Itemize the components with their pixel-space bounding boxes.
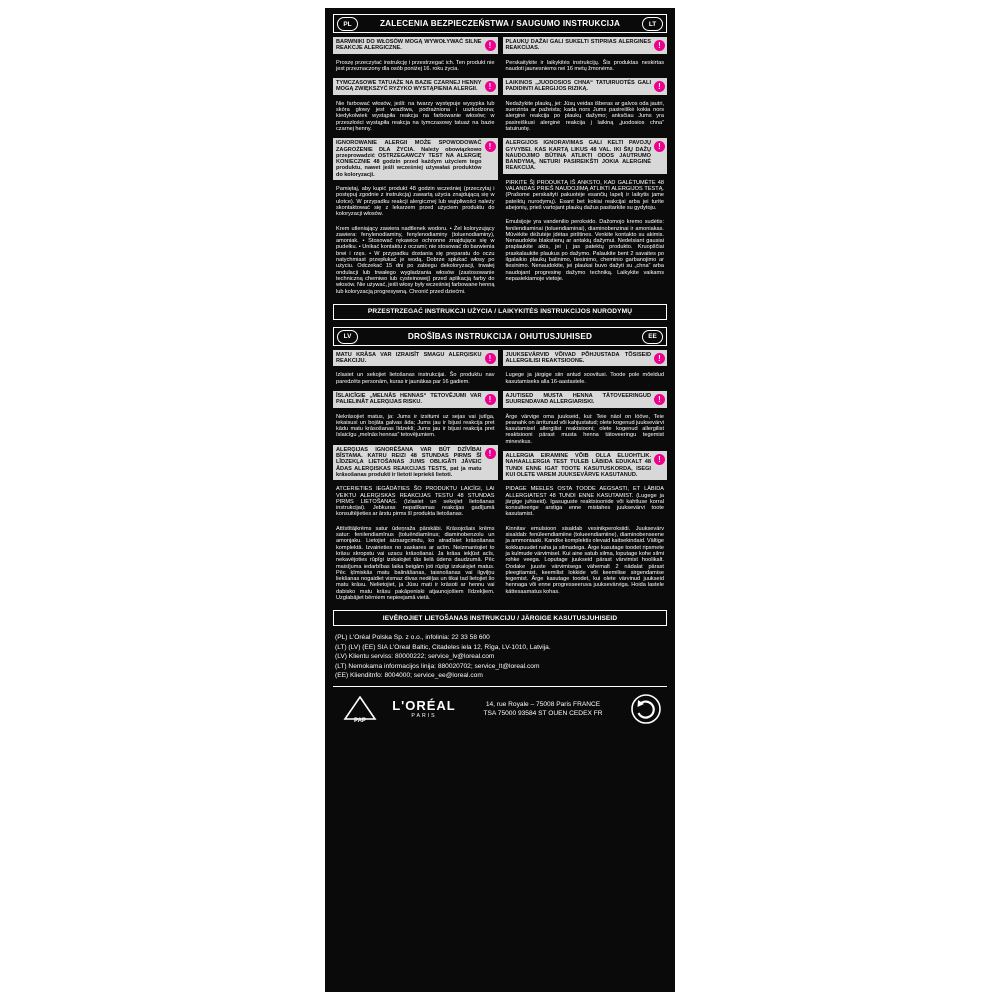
panel-pl-lt-title: ZALECENIA BEZPIECZEŃSTWA / SAUGUMO INSTRUKCIJA [379, 19, 621, 28]
info-text: Perskaitykite ir laikykitės instrukcijų. Šis produktas neskirtas naudoti jaunesniems nei 16 metų žmonėms. [505, 59, 664, 72]
flag-lt: LT [642, 17, 663, 31]
contact-line: (EE) Klienditnfo: 8004000; service_ee@loreal.com [335, 671, 483, 679]
column-lv [333, 350, 498, 608]
ingredients-block [333, 224, 498, 297]
exclamation-icon: ! [654, 394, 665, 405]
warning-text: ALLERGIA EIRAMINE VÕIB OLLA ELUOHTLIK. NAHAALLERGIA TEST TULEB LÄBIDA EDUKALT 48 TUNDI ENNE IGAT TOOTE KASUTUSKORDA, ISEGI KUI OLETE VAREM JUUKSEVÄRVE KASUTANUD. [505, 453, 651, 478]
warning-block [333, 138, 498, 180]
warning-text: BARWNIKI DO WŁOSÓW MOGĄ WYWOŁYWAĆ SILNE REAKCJE ALERGICZNE. [336, 39, 482, 52]
warning-text: MATU KRĀSA VAR IZRAISĪT SMAGU ALERĢISKU REAKCIJU. [336, 351, 482, 365]
brand-subtitle: PARIS [411, 713, 437, 720]
flag-ee: EE [642, 330, 663, 344]
warning-block [333, 37, 498, 54]
warning-block [503, 138, 668, 173]
manufacturer-address [461, 700, 625, 718]
ingredients-text: Emulsijoje yra vandenilio peroksido. Dažomojo kremo sudėtis: fenilendiaminai (toluendiaminai), diaminobenzinai ir amoniakas. Mūvėkite dėžutėje įdėtas pirštines. Venkite kontakto su akimis. Nenaudokite blakstienų ar antakių dažymui. Nedelsiant gausiai praplaukite akis, jei į jas patektų produkto. Kruopščiai praskalaukite plaukus po dažymo. Palaukite bent 2 savaites po ilgalaikio plaukų balinimo, tiesinimo, cheminio garbanojimo ar tiesinimo. Nenaudokite, jei plaukai buvo dažyti su „chna“ arba naudojant progresinę dažymo techniką. Laikykite vaikams nepasiekiamoje vietoje. [505, 219, 664, 282]
info-block [503, 99, 668, 134]
info-text: Lugege ja järgige siin antud soovitusi. Toode pole mõeldud kasutamiseks alla 16-aastastele. [505, 372, 664, 385]
info-block [333, 484, 498, 519]
panel-pl-lt-columns [333, 37, 667, 301]
ingredients-text: Kinnitav emulsioon sisaldab vesinikperoksiidi. Juuksevärv sisaldab: fenüleendiamiine (tolueendiamiine), diaminobenseene ja ammoniaaki. Kandke komplektis olevaid kaitsekindaid. Vältige kokkupuudet naha ja silmadega. Ärge kasutage toodet ripsmete ja kulmude värvimisel. Kui aine satub silma, loputage kohe silmi rohke veega. Loputage juukseid pärast värvimist hoolikalt. Oodake juuste värvimisega vähemalt 2 nädalat pärast pleegitamist, keemilist lokkide või keemilise sirgendamise tegemist. Ärge kasutage toodet, kui olete värvinud juukseid hennaga või enne progresseeruva juuksevärviga. Hoida lastele kättesaamatus kohas. [505, 525, 664, 595]
exclamation-icon: ! [654, 141, 665, 152]
panel-pl-lt [333, 14, 667, 320]
column-ee [503, 350, 668, 608]
warning-block [503, 451, 668, 480]
exclamation-icon: ! [654, 454, 665, 465]
exclamation-icon: ! [485, 353, 496, 364]
info-text: Nedažykite plaukų, jei: Jūsų veidas išberas ar galvos oda jautri, suerzinta ar pažeista; kada nors Jums pasireiškė kokia nors alerginė reakcija po plaukų dažymo; anksčiau Jums yra pasireiškusi alerginė reakcija į laikiną „juodosios chna“ tatuiruotę. [505, 100, 664, 132]
info-text: Pamiętaj, aby kupić produkt 48 godzin wcześniej (przeczytaj i postępuj zgodnie z instrukcją) zawartą użycia znajdującą się w ulotce). W przypadku reakcji alergicznej lub wątpliwości należy skontaktować się z lekarzem przed użyciem produktu do koloryzacji włosów. [336, 186, 495, 218]
warning-block [333, 391, 498, 408]
info-block [333, 99, 498, 134]
info-text: Ärge värvige oma juukseid, kui: Teie näol on lööve, Teie peanahk on ärritunud või kahjustatud; olete kogenud juuksevärvi kasutamisel allergilist reaktsiooni; olete kogenud allergilist reaktsiooni pärast musta henna tätoveeringu tegemist minevikus. [505, 413, 664, 445]
exclamation-icon: ! [485, 394, 496, 405]
address-line-1: 14, rue Royale – 75008 Paris FRANCE [485, 701, 601, 709]
info-block [503, 412, 668, 447]
info-text: Izlasiet un sekojiet lietošanas instrukcijai. Šo produktu nav paredzēts personām, kuras ir jaunākas par 16 gadiem. [336, 372, 495, 385]
contact-line: (PL) L'Oréal Polska Sp. z o.o., infolinia: 22 33 58 600 [335, 634, 490, 642]
info-block [503, 370, 668, 387]
warning-text: AJUTISED MUSTA HENNA TÄTOVEERINGUD SUURENDAVAD ALLERGIARISKI. [505, 392, 651, 406]
column-lt [503, 37, 668, 301]
label-footer [333, 686, 667, 725]
info-text: PIDAGE MEELES OSTA TOODE AEGSASTI, ET LÄBIDA ALLERGIATEST 48 TUNDI ENNE KASUTAMIST. (Lugege ja järgige juhiseid). Igasuguste reaktsioonide või kahtluse korral konsulteerige arstiga enne mistahes juuksevärvi toote kasutamist. [505, 486, 664, 518]
panel-lv-ee [333, 327, 667, 627]
info-text: ATCERIETIES IEGĀDĀTIES ŠO PRODUKTU LAICĪGI, LAI VEIKTU ALERĢISKAS REAKCIJAS TESTU 48 STUNDAS PIRMS LIETOŠANAS. (Izlasiet un sekojiet lietošanas instrukcijai). Jebkuras nepatīkamas reakcijas gadījumā konsultējieties ar ārstu pirms šī produkta lietošanas. [336, 486, 495, 518]
ingredients-block [503, 217, 668, 284]
warning-text: PLAUKŲ DAŽAI GALI SUKELTI STIPRIAS ALERGINES REAKCIJAS. [505, 39, 651, 52]
info-block [333, 58, 498, 75]
info-text: Proszę przeczytać instrukcję i przestrzegać ich. Ten produkt nie jest przeznaczony dla osób poniżej 16. roku życia. [336, 59, 495, 72]
panel-lv-ee-columns [333, 350, 667, 608]
info-block [333, 412, 498, 441]
panel-lv-ee-footer: IEVĒROJIET LIETOŠANAS INSTRUKCIJU / JÄRGIGE KASUTUSJUHISEID [333, 610, 667, 626]
info-block [503, 484, 668, 519]
info-text: Nekrāsojiet matus, ja: Jums ir izsitumi uz sejas vai jutīga, iekaisusi un bojāta galvas āda; Jums jau ir bijusi reakcija pret kādu matu krāsošanas līdzekli; Jums jau ir bijusi reakcija pret īslaicīgu „melnās hennas“ tetovējumiem. [336, 413, 495, 439]
exclamation-icon: ! [654, 40, 665, 51]
warning-block [503, 350, 668, 367]
info-block [333, 184, 498, 219]
warning-block [333, 78, 498, 95]
warning-block [333, 445, 498, 480]
warning-text: IGNOROWANIE ALERGII MOŻE SPOWODOWAĆ ZAGROŻENIE DLA ŻYCIA. Należy obowiązkowo przeprowadzić OSTRZEGAWCZY TEST NA ALERGIĘ KONIECZNIE 48 godzin przed każdym użyciem tego produktu, nawet jeśli wcześniej używałaś produktów do koloryzacji. [336, 140, 482, 178]
warning-block [503, 391, 668, 408]
contact-line: (LT) Nemokama informacijos linija: 880020702; service_lt@loreal.com [335, 662, 540, 670]
warning-block [503, 78, 668, 95]
warning-block [503, 37, 668, 54]
flag-lv: LV [337, 330, 358, 344]
safety-label [325, 8, 675, 992]
panel-lv-ee-header [333, 327, 667, 346]
exclamation-icon: ! [485, 448, 496, 459]
exclamation-icon: ! [485, 40, 496, 51]
info-block [333, 370, 498, 387]
info-text: PIRKITE ŠĮ PRODUKTĄ IŠ ANKSTO, KAD GALĖTUMĖTE 48 VALANDAS PRIEŠ NAUDOJIMĄ ATLIKTI ALERGIJOS TESTĄ. (Prašome perskaityti pakuotėje esančių lapelį ir laikytis jame pateiktų nurodymų). Esant bet kokiai reakcijai arba jei turite abejonių, prieš vartojant plaukų dažus pasitarkite su gydytoju. [505, 179, 664, 211]
warning-text: TYMCZASOWE TATUAŻE NA BAZIE CZARNEJ HENNY MOGĄ ZWIĘKSZYĆ RYZYKO WYSTĄPIENIA ALERGII. [336, 80, 482, 93]
brand-logo [387, 699, 461, 719]
exclamation-icon: ! [485, 81, 496, 92]
flag-pl: PL [337, 17, 358, 31]
brand-name: L'ORÉAL [392, 698, 456, 714]
recycle-arrows-icon [630, 693, 662, 725]
ingredients-text: Krem utleniający zawiera nadtlenek wodoru. • Żel koloryzujący zawiera: fenylenodiaminy, fenylenodiaminy (toluenodiaminy), amoniak. • Stosować rękawice ochronne znajdujące się w pudełku. • Unikać kontaktu z oczami; nie stosować do barwienia brwi i rzęs. • W przypadku dostania się preparatu do oczu natychmiast przepłukać je wodą. Dobrze spłukać włosy po użyciu. Odczekać 15 dni po zabiegu dekoloryzacji, trwałej ondulacji lub trwałego wygładzania włosów (zastosowanie techniczną chemiwo lub cysteinowej) przed aplikacją farby do włosów. Nie używać, jeśli włosy były wcześniej farbowane henną lub koloryzacją progresywną. Chronić przed dziećmi. [336, 225, 495, 295]
pap-label: PAP [354, 717, 366, 724]
column-pl [333, 37, 498, 301]
info-block [503, 178, 668, 213]
exclamation-icon: ! [654, 81, 665, 92]
contact-list [335, 633, 665, 680]
address-line-2: TSA 75000 93584 ST OUEN CEDEX FR [483, 710, 603, 718]
ingredients-block [333, 524, 498, 604]
warning-text: ALERĢIJAS IGNORĒŠANA VAR BŪT DZĪVĪBAI BĪSTAMA. KATRU REIZI 48 STUNDAS PIRMS ŠĪ LĪDZEKĻA LIETOŠANAS JUMS OBLIGĀTI JĀVEIC ĀDAS ALERĢISKAS REAKCIJAS TESTS, pat ja matu krāsošanas produkti ir lietoti iepriekš lietoti. [336, 446, 482, 478]
ingredients-block [503, 524, 668, 597]
pap-recycling-mark [333, 695, 387, 724]
panel-lv-ee-title: DROŠĪBAS INSTRUKCIJA / OHUTUSJUHISED [407, 331, 593, 341]
recycling-symbol [625, 693, 667, 725]
warning-text: ĪSLAICĪGIE „MELNĀS HENNAS“ TETOVĒJUMI VAR PALIELINĀT ALERĢIJAS RISKU. [336, 392, 482, 406]
warning-text: ALERGIJOS IGNORAVIMAS GALI KELTI PAVOJŲ GYVYBEI. KAS KARTĄ LIKUS 48 VAL. IKI ŠIŲ DAŽŲ NAUDOJIMO BŪTINA ATLIKTI ODOS JAUTRUMO BANDYMĄ, NETURI PASIREIKŠTI JOKIA ALERGINĖ REAKCIJA. [505, 140, 651, 172]
warning-block [333, 350, 498, 367]
info-text: Nie farbować włosów, jeśli: na twarzy występuje wysypka lub skóra głowy jest wrażliwa, podrażniona i uszkodzona; kiedykolwiek wystąpiła reakcja na farbowanie włosów; w przeszłości wystąpiła reakcja na tymczasowy tatuaż na bazie czarnej henny. [336, 100, 495, 132]
contact-line: (LV) Klientu serviss: 80000222; service_lv@loreal.com [335, 653, 495, 661]
contact-line: (LT) (LV) (EE) SIA L'Oreal Baltic, Citadeles iela 12, Rīga, LV-1010, Latvija. [335, 643, 551, 651]
info-block [503, 58, 668, 75]
exclamation-icon: ! [485, 141, 496, 152]
warning-text: LAIKINOS „JUODOSIOS CHNA“ TATUIRUOTĖS GALI PADIDINTI ALERGIJOS RIZIKĄ. [505, 80, 651, 93]
panel-pl-lt-header [333, 14, 667, 33]
warning-text: JUUKSEVÄRVID VÕIVAD PÕHJUSTADA TÕSISEID ALLERGILISI REAKTSIOONE. [505, 351, 651, 365]
exclamation-icon: ! [654, 353, 665, 364]
ingredients-text: Attīstītājkrēms satur ūdeņraža pārskābi. Krāsojošais krēms satur: fenilendiamīnus (toluēndiamīnus; diaminobenzolu un amonjaku. Lietojiet aizsargcimdu, ko atradīsiet krāsošanas komplektā. Izvairieties no saskares ar acīm. Neizmantojiet to krāsu skropstu vai uzacu krāsošanai. Ja krāsa iekļūst acīs, nekavējoties rūpīgi izskalojiet tās lielā ūdens daudzumā. Pēc maisījuma iedarbības laika beigām ļoti rūpīgi izskalojiet matus. Pēc ķīmiskās matu balināšanas, taisnošanas vai ilgviļņu liekšanas nogaidiet vismaz divas nedēļas un tikai tad lietojiet šo matu krāsu. Nelietojiet, ja Jūsu mati ir krāsoti ar hennu vai dabisko matu krāsu pakāpeniski atjaunojošiem līdzekļiem. Uzglabājiet bērniem nepieejamā vietā. [336, 525, 495, 601]
panel-pl-lt-footer: PRZESTRZEGAĆ INSTRUKCJI UŻYCIA / LAIKYKITĖS INSTRUKCIJOS NURODYMŲ [333, 304, 667, 320]
